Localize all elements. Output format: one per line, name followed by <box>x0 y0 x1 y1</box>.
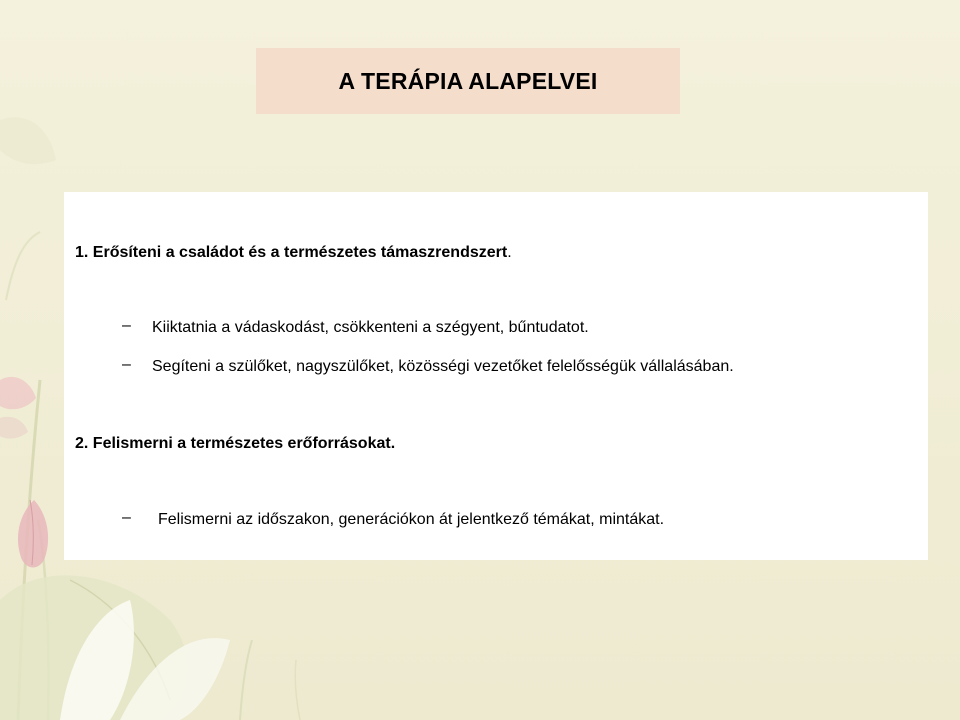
section-1-heading-text: 1. Erősíteni a családot és a természetes támaszrendszert <box>75 244 508 261</box>
bullet-marker: – <box>122 356 131 373</box>
bullet-marker: – <box>122 317 131 334</box>
section-1-bullet-1: Kiiktatnia a vádaskodást, csökkenteni a szégyent, bűntudatot. <box>152 319 589 336</box>
bullet-marker: – <box>122 509 131 526</box>
title-box <box>256 48 680 114</box>
section-1-heading <box>75 244 512 262</box>
section-1-bullet-2: Segíteni a szülőket, nagyszülőket, közösségi vezetőket felelősségük vállalásában. <box>152 358 734 375</box>
section-1-heading-suffix: . <box>507 244 512 261</box>
slide-title: A TERÁPIA ALAPELVEI <box>338 67 598 94</box>
section-2-bullet-1: Felismerni az időszakon, generációkon át jelentkező témákat, mintákat. <box>158 511 665 528</box>
section-2-heading: 2. Felismerni a természetes erőforrásokat. <box>75 435 396 452</box>
content-box <box>64 192 928 560</box>
